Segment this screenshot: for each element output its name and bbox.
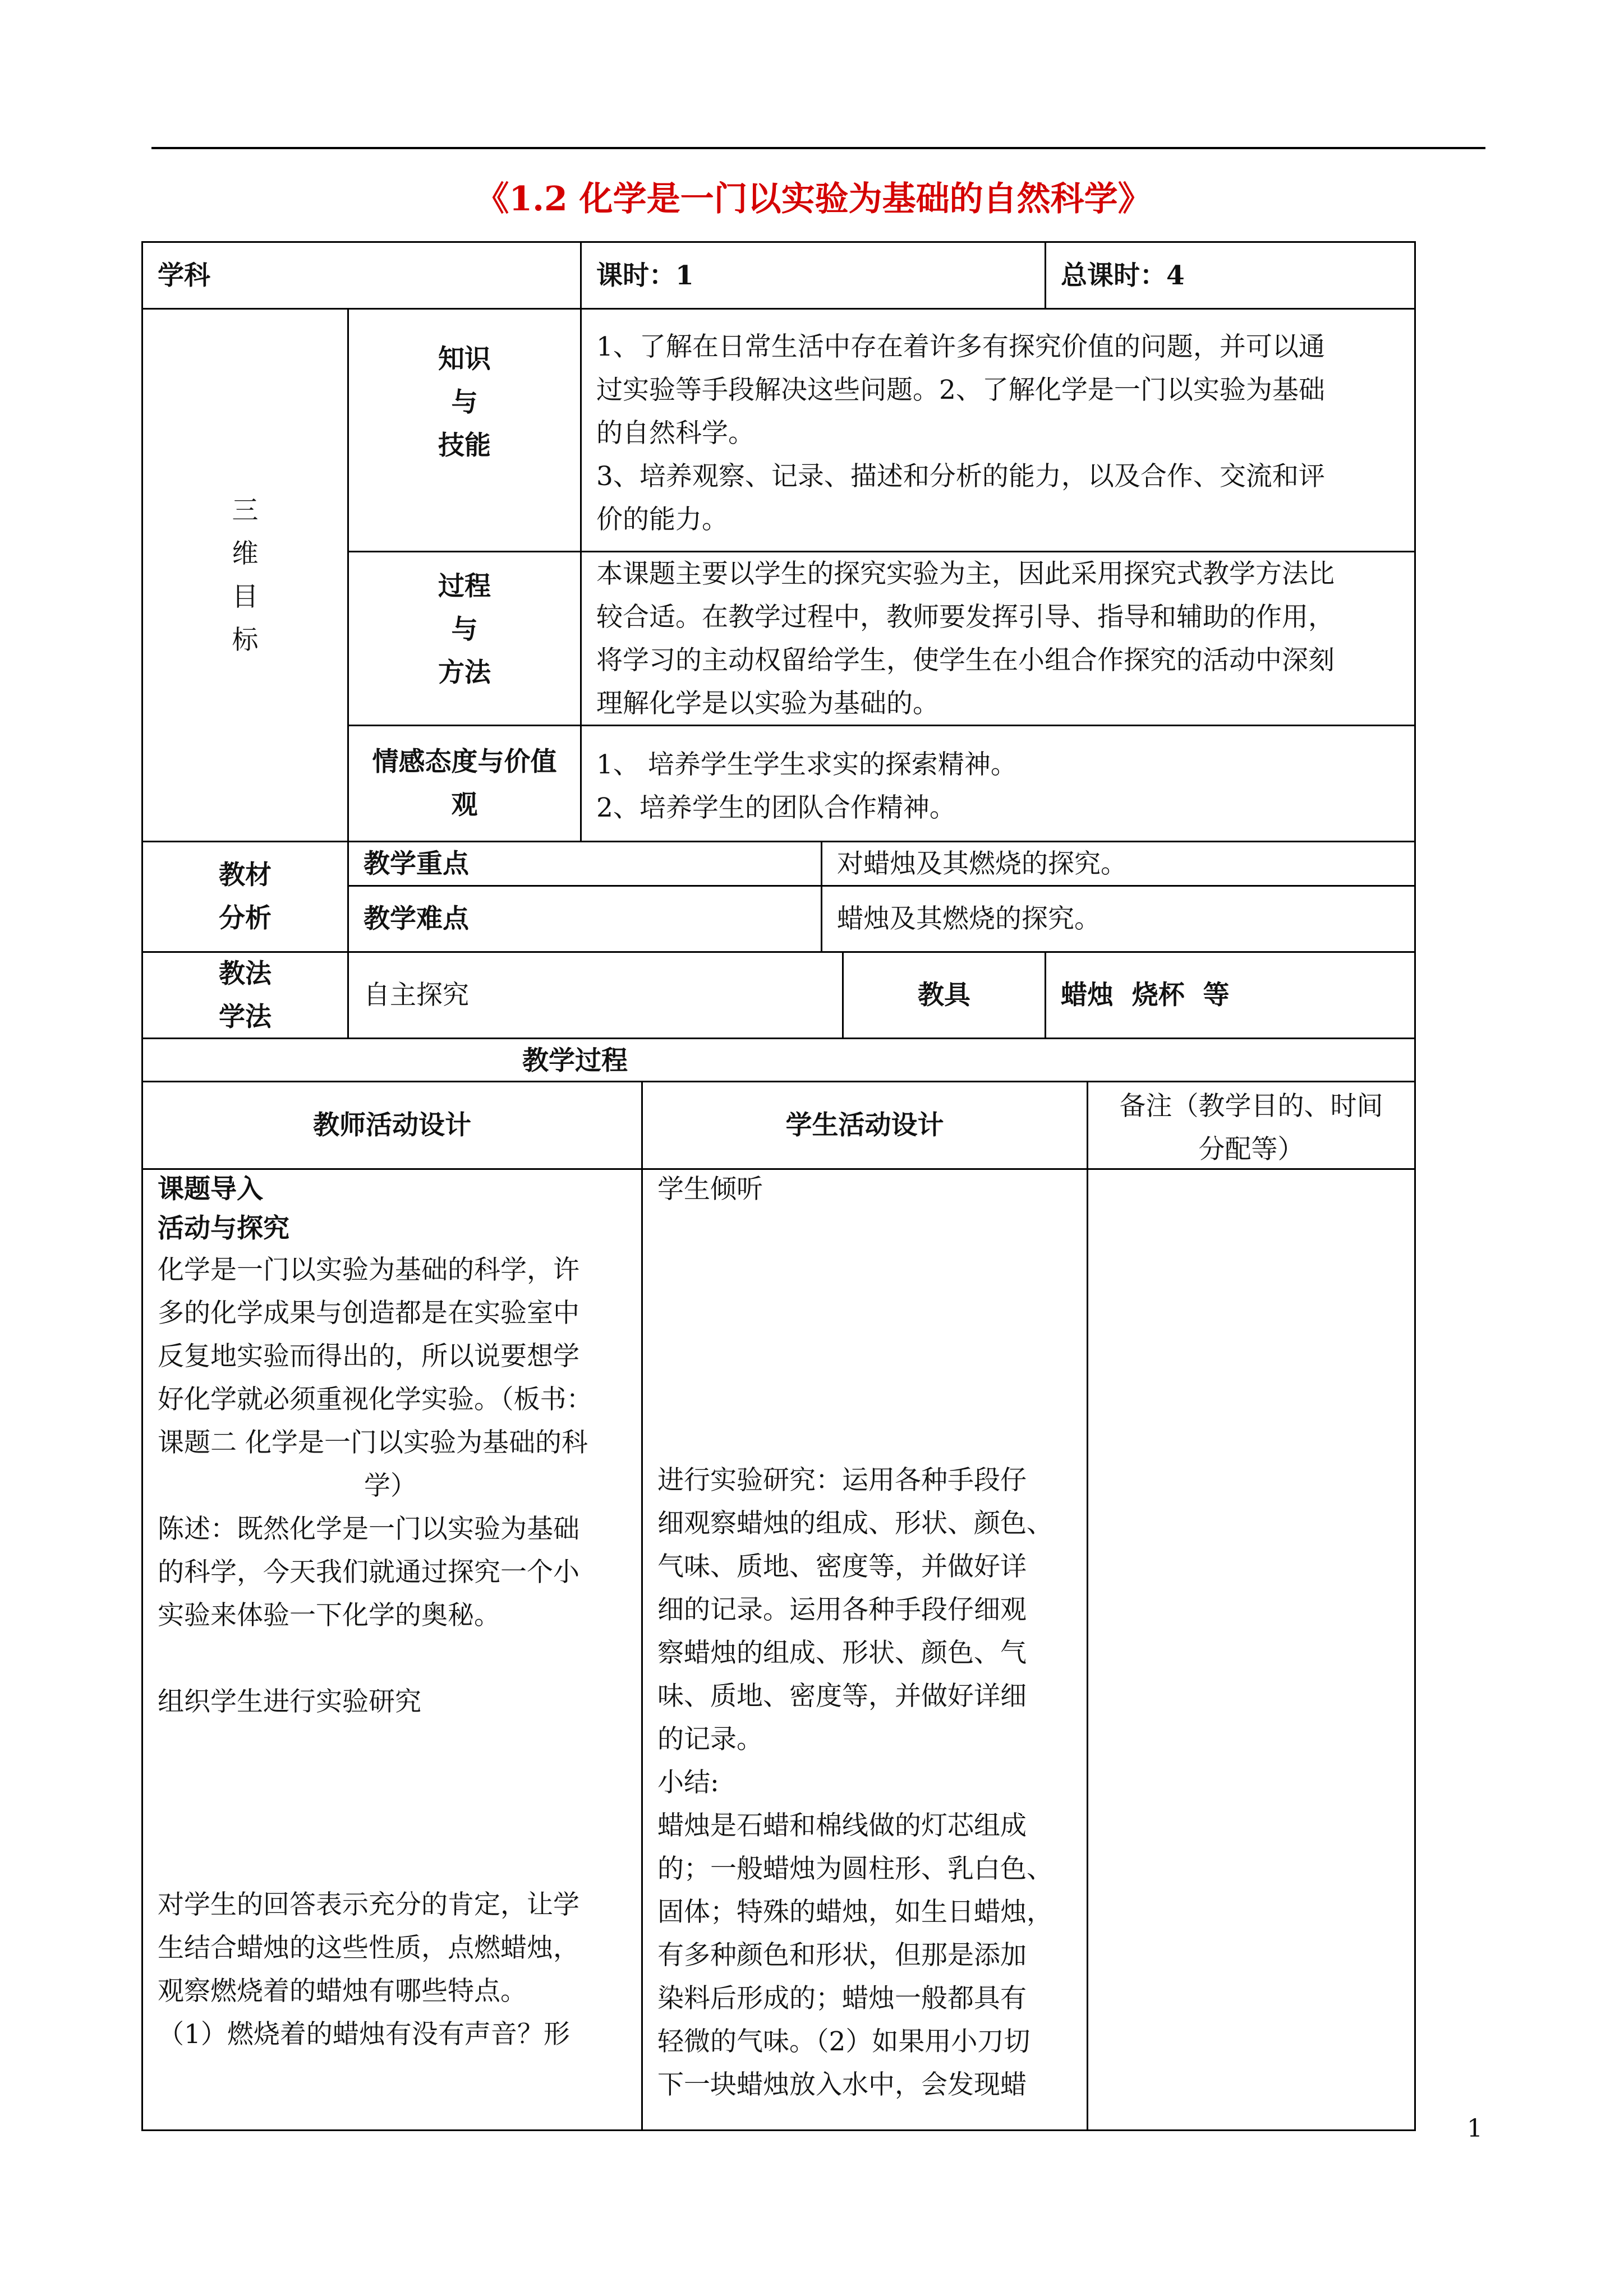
difficulty-label: 教学难点	[364, 903, 469, 934]
process-label-line: 方法	[438, 657, 491, 688]
difficulty-text: 蜡烛及其燃烧的探究。	[837, 903, 1101, 934]
teacher-text-line: 多的化学成果与创造都是在实验室中	[158, 1298, 579, 1329]
method-label-line: 教法	[219, 958, 272, 989]
period-label: 课时：1	[596, 260, 694, 291]
student-text-line: 蜡烛是石蜡和棉线做的灯芯组成	[657, 1810, 1027, 1841]
process-text-line: 本课题主要以学生的探究实验为主，因此采用探究式教学方法比	[596, 559, 1335, 589]
goals-label-char: 维	[232, 538, 259, 569]
teacher-text-line: 对学生的回答表示充分的肯定，让学	[158, 1889, 579, 1920]
tools-text-cell	[1045, 951, 1416, 1039]
emotion-text-line: 1、 培养学生学生求实的探索精神。	[596, 749, 1017, 780]
process-label-cell	[347, 551, 582, 726]
teacher-text-line: 好化学就必须重视化学实验。（板书：	[158, 1384, 593, 1415]
student-text-line: 学生倾听	[657, 1174, 763, 1205]
goals-label-char: 目	[232, 581, 259, 612]
page-title: 《1.2 化学是一门以实验为基础的自然科学》	[475, 179, 1152, 219]
header-rule	[151, 147, 1485, 149]
student-text-line: 细观察蜡烛的组成、形状、颜色、	[657, 1508, 1053, 1539]
student-text-line: 固体；特殊的蜡烛，如生日蜡烛，	[657, 1897, 1053, 1928]
method-text-cell	[347, 951, 844, 1039]
teacher-text-line: 反复地实验而得出的，所以说要想学	[158, 1341, 579, 1372]
process-text-cell	[580, 551, 1416, 726]
teacher-text-line: 课题二 化学是一门以实验为基础的科	[158, 1427, 588, 1458]
process-title: 教学过程	[522, 1045, 628, 1076]
tools-label: 教具	[918, 980, 970, 1011]
emotion-label-line: 情感态度与价值	[372, 746, 557, 777]
teacher-text-line: 观察燃烧着的蜡烛有哪些特点。	[158, 1976, 527, 2007]
key-point-label-cell	[347, 841, 822, 887]
teacher-activity-cell	[141, 1168, 643, 2131]
subject-cell	[141, 241, 582, 310]
teacher-text-line: 学）	[364, 1470, 417, 1501]
student-summary-label: 小结:	[657, 1767, 719, 1798]
difficulty-label-cell	[347, 885, 822, 953]
key-point-text-cell	[821, 841, 1416, 887]
teacher-text-line: 的科学，今天我们就通过探究一个小	[158, 1557, 579, 1588]
teacher-text-line: 组织学生进行实验研究	[158, 1686, 421, 1717]
knowledge-label-line: 技能	[438, 430, 491, 461]
student-text-line: 的记录。	[657, 1724, 763, 1755]
goals-label-char: 标	[232, 624, 259, 656]
knowledge-text-cell	[580, 308, 1416, 552]
notes-column-header	[1087, 1081, 1416, 1170]
knowledge-text-line: 价的能力。	[596, 504, 728, 535]
goals-label-cell	[141, 308, 349, 842]
method-text: 自主探究	[364, 980, 469, 1011]
tools-label-cell	[842, 951, 1046, 1039]
student-text-line: 轻微的气味。（2）如果用小刀切	[657, 2026, 1030, 2057]
teacher-column-label: 教师活动设计	[313, 1110, 471, 1141]
student-text-line: 味、质地、密度等，并做好详细	[657, 1681, 1027, 1712]
method-label-line: 学法	[219, 1001, 272, 1032]
knowledge-text-line: 1、了解在日常生活中存在着许多有探究价值的问题，并可以通	[596, 331, 1325, 362]
student-text-line: 进行实验研究：运用各种手段仔	[657, 1465, 1027, 1496]
goals-label-char: 三	[232, 495, 259, 526]
emotion-text-cell	[580, 725, 1416, 842]
emotion-label-cell	[347, 725, 582, 842]
knowledge-text-line: 过实验等手段解决这些问题。2、了解化学是一门以实验为基础	[596, 375, 1325, 405]
total-period-cell	[1045, 241, 1416, 310]
knowledge-label-line: 知识	[438, 344, 491, 375]
tools-text: 蜡烛 烧杯 等	[1061, 980, 1230, 1011]
process-text-line: 将学习的主动权留给学生，使学生在小组合作探究的活动中深刻	[596, 645, 1335, 676]
teacher-text-line: 化学是一门以实验为基础的科学，许	[158, 1255, 579, 1285]
key-point-text: 对蜡烛及其燃烧的探究。	[837, 848, 1127, 879]
emotion-text-line: 2、培养学生的团队合作精神。	[596, 792, 956, 823]
teacher-text-line: （1）燃烧着的蜡烛有没有声音？形	[158, 2019, 570, 2050]
student-column-header	[641, 1081, 1088, 1170]
student-text-line: 染料后形成的；蜡烛一般都具有	[657, 1983, 1027, 2014]
knowledge-label-cell	[347, 308, 582, 552]
teacher-heading: 课题导入	[158, 1174, 263, 1205]
student-text-line: 下一块蜡烛放入水中，会发现蜡	[657, 2069, 1027, 2100]
process-text-line: 理解化学是以实验为基础的。	[596, 688, 939, 719]
material-label-line: 分析	[219, 903, 272, 934]
page-number: 1	[1467, 2114, 1483, 2143]
notes-column-label-line: 备注（教学目的、时间	[1119, 1091, 1383, 1122]
teacher-text-line: 陈述：既然化学是一门以实验为基础	[158, 1514, 579, 1545]
emotion-label-line: 观	[451, 790, 478, 820]
teacher-heading: 活动与探究	[158, 1213, 289, 1244]
student-text-line: 有多种颜色和形状，但那是添加	[657, 1940, 1027, 1971]
student-text-line: 气味、质地、密度等，并做好详	[657, 1551, 1027, 1582]
process-text-line: 较合适。在教学过程中，教师要发挥引导、指导和辅助的作用，	[596, 602, 1335, 633]
student-text-line: 的；一般蜡烛为圆柱形、乳白色、	[657, 1854, 1053, 1884]
period-cell	[580, 241, 1046, 310]
teacher-text-line: 实验来体验一下化学的奥秘。	[158, 1600, 500, 1631]
knowledge-text-line: 3、培养观察、记录、描述和分析的能力，以及合作、交流和评	[596, 461, 1325, 492]
subject-label: 学科	[158, 260, 210, 291]
total-period-label: 总课时：4	[1061, 260, 1185, 291]
student-text-line: 细的记录。运用各种手段仔细观	[657, 1594, 1027, 1625]
process-title-cell	[141, 1038, 1416, 1082]
notes-column-label-line: 分配等）	[1198, 1134, 1304, 1165]
teacher-column-header	[141, 1081, 643, 1170]
process-label-line: 与	[451, 614, 478, 645]
student-activity-cell	[641, 1168, 1088, 2131]
difficulty-text-cell	[821, 885, 1416, 953]
process-label-line: 过程	[438, 571, 491, 602]
material-label-cell	[141, 841, 349, 953]
key-point-label: 教学重点	[364, 848, 469, 879]
knowledge-label-line: 与	[451, 387, 478, 418]
method-label-cell	[141, 951, 349, 1039]
knowledge-text-line: 的自然科学。	[596, 418, 755, 449]
student-column-label: 学生活动设计	[785, 1110, 944, 1141]
material-label-line: 教材	[219, 860, 272, 891]
teacher-text-line: 生结合蜡烛的这些性质，点燃蜡烛，	[158, 1933, 579, 1963]
notes-cell	[1087, 1168, 1416, 2131]
student-text-line: 察蜡烛的组成、形状、颜色、气	[657, 1638, 1027, 1668]
